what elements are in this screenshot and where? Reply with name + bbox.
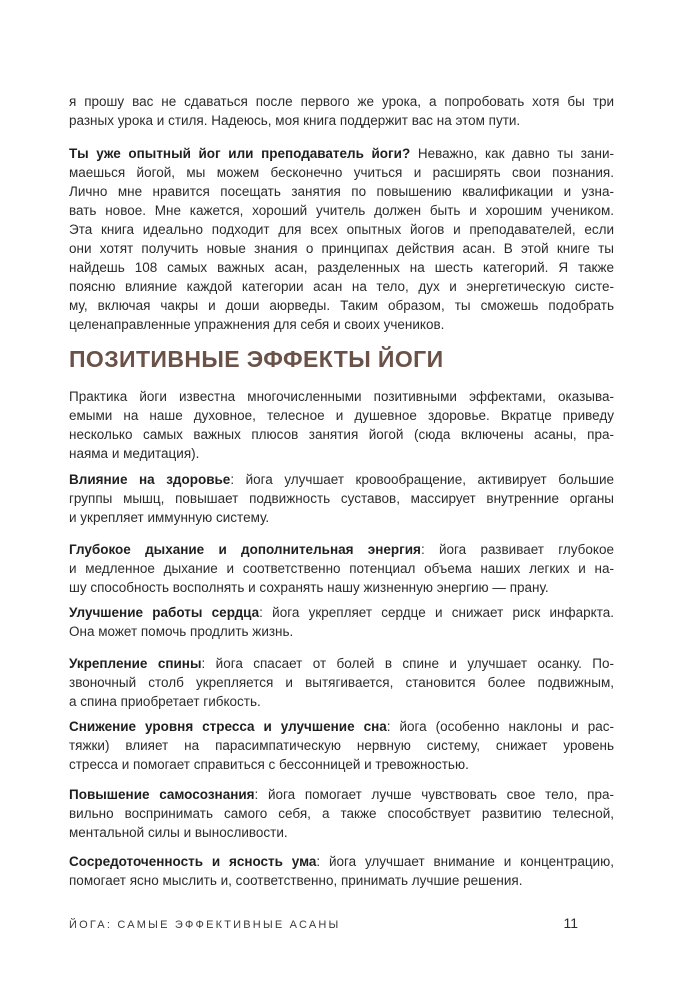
benefit-paragraph [69, 785, 614, 842]
text-line: и укрепляет иммунную систему. [69, 510, 270, 525]
text-line [69, 852, 614, 871]
text-line [69, 717, 614, 736]
text-line: разных урока и стиля. Надеюсь, моя книга поддержит вас на этом пути. [69, 113, 521, 128]
benefit-paragraph [69, 852, 614, 890]
benefit-paragraph [69, 654, 614, 711]
text-line [69, 144, 614, 163]
text-line [69, 654, 614, 673]
benefit-title: Глубокое дыхание и дополнительная энергия [69, 542, 421, 557]
benefit-title: Влияние на здоровье [69, 472, 231, 487]
intro-paragraph [69, 92, 614, 130]
text-line: и медленное дыхание и соответственно потенциал объема наших легких и на- [69, 561, 614, 576]
benefit-paragraph [69, 540, 614, 597]
text-line: наяма и медитация). [69, 446, 200, 461]
benefit-lead-rest: : йога спасает от болей в спине и улучшает осанку. По- [201, 656, 615, 671]
text-line: вать новое. Мне кажется, хороший учитель должен быть и хорошим учеником. [69, 203, 614, 218]
text-line: вильно воспринимать самого себя, а также способствует развитию телесной, [69, 806, 614, 821]
benefit-paragraph [69, 717, 614, 774]
text-line: Эта книга идеально подходит для всех опытных йогов и преподавателей, если [69, 222, 614, 237]
text-line: они хотят получить новые знания о принципах действия асан. В этой книге ты [69, 241, 614, 256]
benefit-title: Сосредоточенность и ясность ума [69, 854, 317, 869]
text-line: я прошу вас не сдаваться после первого же урока, а попробовать хотя бы три [69, 94, 614, 109]
text-line: тяжки) влияет на парасимпатическую нервную систему, снижает уровень [69, 738, 614, 753]
text-line: маешься йогой, мы можем бесконечно учиться и расширять свои познания. [69, 165, 614, 180]
text-line [69, 470, 614, 489]
text-line [69, 540, 614, 559]
running-footer-title: ЙОГА: САМЫЕ ЭФФЕКТИВНЫЕ АСАНЫ [69, 919, 341, 931]
benefit-title: Снижение уровня стресса и улучшение сна [69, 719, 387, 734]
page-number: 11 [563, 915, 578, 931]
benefit-title: Укрепление спины [69, 656, 202, 671]
benefit-paragraph [69, 470, 614, 527]
text-line: ментальной силы и выносливости. [69, 825, 288, 840]
text-line: Практика йоги известна многочисленными позитивными эффектами, оказыва- [69, 389, 614, 404]
text-line: а спина приобретает гибкость. [69, 694, 261, 709]
experienced-paragraph [69, 144, 614, 334]
text-line [69, 603, 614, 622]
benefit-lead-rest: : йога помогает лучше чувствовать свое тело, пра- [254, 787, 614, 802]
text-line: Она может помочь продлить жизнь. [69, 624, 294, 639]
section-intro-paragraph [69, 387, 614, 463]
text-line: му, включая чакры и доши аюрведы. Таким образом, ты сможешь подобрать [69, 298, 614, 313]
benefit-lead-rest: : йога улучшает кровообращение, активирует большие [230, 472, 614, 487]
bold-lead: Ты уже опытный йог или преподаватель йоги? [69, 146, 411, 161]
text-line: звоночный столб укрепляется и вытягивается, становится более подвижным, [69, 675, 614, 690]
section-heading: ПОЗИТИВНЫЕ ЭФФЕКТЫ ЙОГИ [69, 346, 444, 372]
benefit-lead-rest: : йога улучшает внимание и концентрацию, [316, 854, 614, 869]
text-line: поясню влияние каждой категории асан на тело, дух и энергетическую систе- [69, 279, 614, 294]
benefit-lead-rest: : йога (особенно наклоны и рас- [386, 719, 614, 734]
text-line: шу способность восполнять и сохранять нашу жизненную энергию — прану. [69, 580, 549, 595]
benefit-lead-rest: : йога развивает глубокое [420, 542, 614, 557]
text-line: Лично мне нравится посещать занятия по повышению квалификации и узна- [69, 184, 614, 199]
benefit-title: Повышение самосознания [69, 787, 255, 802]
text-line: целенаправленные упражнения для себя и своих учеников. [69, 317, 445, 332]
text-line: найдешь 108 самых важных асан, разделенных на шесть категорий. Я также [69, 260, 614, 275]
lead-rest: Неважно, как давно ты зани- [410, 146, 614, 161]
text-line: группы мышц, повышает подвижность суставов, массирует внутренние органы [69, 491, 614, 506]
text-line: помогает ясно мыслить и, соответственно, принимать лучшие решения. [69, 873, 523, 888]
benefit-lead-rest: : йога укрепляет сердце и снижает риск инфаркта. [259, 605, 614, 620]
benefit-title: Улучшение работы сердца [69, 605, 260, 620]
benefit-paragraph [69, 603, 614, 641]
text-line: стресса и помогает справиться с бессонницей и тревожностью. [69, 757, 469, 772]
text-line [69, 785, 614, 804]
text-line: несколько самых важных плюсов занятия йогой (сюда включены асаны, пра- [69, 427, 614, 442]
text-line: емыми на наше духовное, телесное и душевное здоровье. Вкратце приведу [69, 408, 614, 423]
